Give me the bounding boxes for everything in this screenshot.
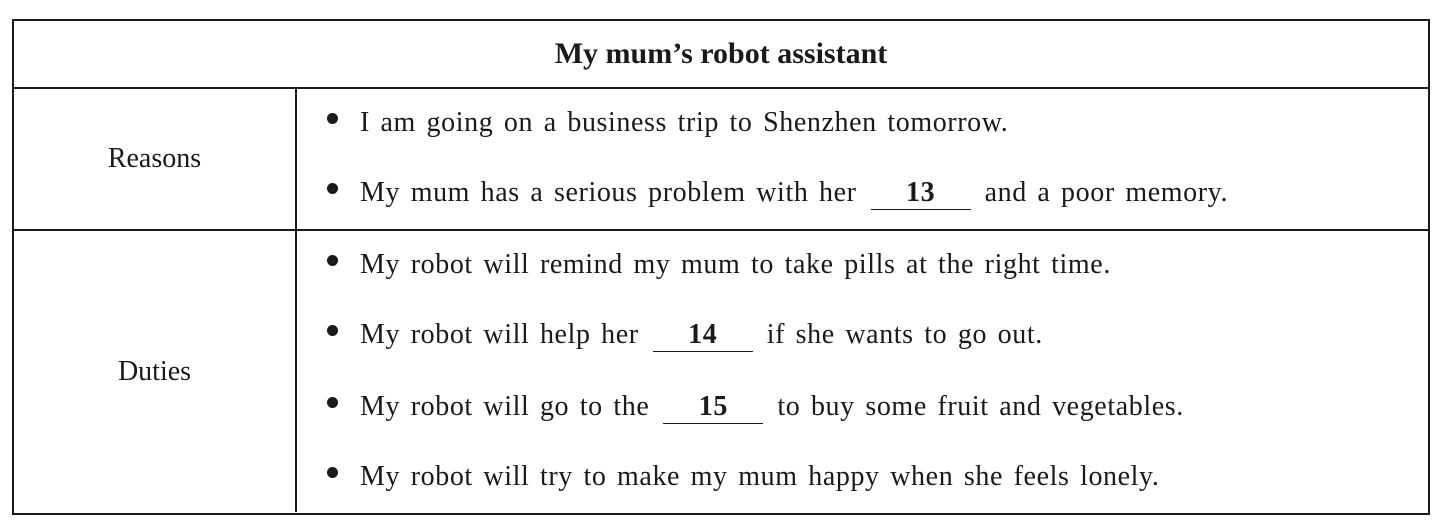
table-title: My mum’s robot assistant — [14, 21, 1428, 89]
reasons-row — [14, 89, 1428, 231]
reason-item-1 — [327, 107, 1008, 139]
reason-item-text-before: My mum has a serious problem with her — [360, 177, 857, 208]
answer-blank-15: 15 — [663, 392, 763, 424]
duty-item-2 — [327, 319, 1043, 352]
table-frame — [12, 19, 1430, 515]
duty-item-1 — [327, 249, 1111, 281]
duty-item-text-before: My robot will go to the — [360, 391, 650, 422]
reason-item-text: I am going on a business trip to Shenzhen tomorrow. — [360, 107, 1009, 138]
duty-item-text: My robot will remind my mum to take pills at the right time. — [360, 249, 1111, 280]
duty-item-text-before: My robot will help her — [360, 319, 639, 350]
duty-item-text: My robot will try to make my mum happy when she feels lonely. — [360, 461, 1160, 492]
duty-item-4 — [327, 461, 1159, 493]
bullet-icon — [327, 467, 338, 478]
bullet-icon — [327, 397, 338, 408]
bullet-icon — [327, 255, 338, 266]
duty-item-3 — [327, 391, 1184, 424]
reason-item-text-after: and a poor memory. — [984, 177, 1229, 208]
answer-blank-13: 13 — [871, 178, 971, 210]
duty-item-text-after: if she wants to go out. — [766, 319, 1043, 350]
reason-item-2 — [327, 177, 1228, 210]
duties-content — [297, 231, 1428, 512]
reasons-content — [297, 89, 1428, 229]
bullet-icon — [327, 113, 338, 124]
duties-label: Duties — [14, 231, 297, 512]
answer-blank-14: 14 — [653, 320, 753, 352]
duties-row — [14, 231, 1428, 512]
duty-item-text-after: to buy some fruit and vegetables. — [777, 391, 1184, 422]
reasons-label: Reasons — [14, 89, 297, 229]
bullet-icon — [327, 183, 338, 194]
bullet-icon — [327, 325, 338, 336]
